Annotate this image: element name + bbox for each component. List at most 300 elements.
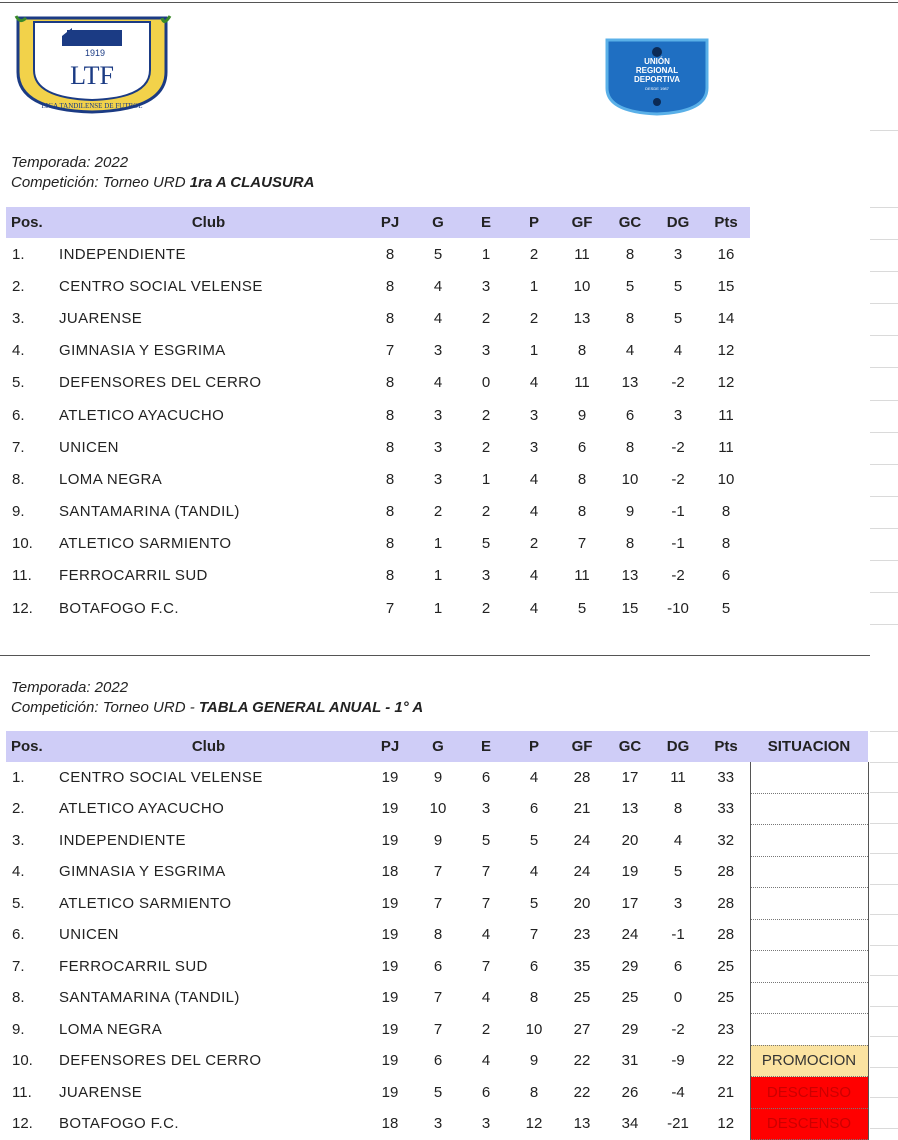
- cell-pts: 12: [717, 1115, 735, 1133]
- cell-pj: 19: [381, 1083, 399, 1101]
- cell-gf: 20: [573, 894, 591, 912]
- cell-e: 7: [481, 894, 491, 912]
- cell-gf: 25: [573, 989, 591, 1007]
- grid-line: [870, 335, 898, 336]
- cell-p: 2: [529, 309, 539, 327]
- cell-club: BOTAFOGO F.C.: [59, 599, 179, 617]
- cell-dg: -2: [671, 438, 685, 456]
- table1-season: Temporada: 2022: [11, 154, 129, 171]
- cell-g: 3: [433, 342, 443, 360]
- cell-g: 6: [433, 957, 443, 975]
- cell-gc: 24: [621, 926, 639, 944]
- cell-pos: 10.: [12, 535, 33, 553]
- cell-pj: 19: [381, 800, 399, 818]
- cell-pj: 19: [381, 1052, 399, 1070]
- cell-pts: 22: [717, 1052, 735, 1070]
- grid-line: [870, 207, 898, 208]
- cell-g: 4: [433, 309, 443, 327]
- cell-pj: 19: [381, 894, 399, 912]
- cell-dg: -2: [671, 374, 685, 392]
- table-row: [6, 825, 868, 857]
- cell-g: 2: [433, 503, 443, 521]
- standings-table-anual: [6, 731, 869, 1140]
- cell-p: 4: [529, 769, 539, 786]
- cell-e: 4: [481, 989, 491, 1007]
- cell-situacion: [750, 982, 868, 1014]
- cell-g: 5: [433, 1083, 443, 1101]
- grid-line: [870, 303, 898, 304]
- grid-line: [870, 464, 898, 465]
- cell-dg: -1: [671, 503, 685, 521]
- cell-e: 3: [481, 277, 491, 295]
- table-header-row: [6, 731, 868, 762]
- table-header-row: [6, 207, 750, 238]
- cell-situacion: [750, 951, 868, 983]
- table2-meta: [11, 678, 423, 718]
- cell-gc: 5: [625, 277, 635, 295]
- grid-line: [870, 528, 898, 529]
- cell-pts: 25: [717, 957, 735, 975]
- cell-pos: 5.: [12, 374, 25, 392]
- cell-gc: 26: [621, 1083, 639, 1101]
- cell-club: LOMA NEGRA: [59, 470, 163, 488]
- cell-gf: 35: [573, 957, 591, 975]
- cell-club: JUARENSE: [59, 1083, 143, 1101]
- table-row: [6, 1108, 868, 1140]
- cell-dg: 6: [673, 957, 683, 975]
- cell-pos: 3.: [12, 309, 25, 327]
- grid-line: [870, 496, 898, 497]
- column-header-club: Club: [51, 731, 366, 762]
- grid-line: [870, 624, 898, 625]
- cell-pts: 15: [717, 277, 735, 295]
- cell-club: DEFENSORES DEL CERRO: [59, 374, 262, 392]
- cell-club: SANTAMARINA (TANDIL): [59, 503, 240, 521]
- table2-competition-name: TABLA GENERAL ANUAL - 1° A: [198, 699, 424, 716]
- cell-club: FERROCARRIL SUD: [59, 567, 208, 585]
- cell-club: CENTRO SOCIAL VELENSE: [59, 277, 263, 295]
- cell-p: 4: [529, 503, 539, 521]
- cell-dg: -2: [671, 567, 685, 585]
- cell-pts: 16: [717, 245, 735, 263]
- cell-gf: 6: [577, 438, 587, 456]
- cell-pj: 8: [385, 374, 395, 392]
- table-row: [6, 1045, 868, 1077]
- cell-p: 7: [529, 926, 539, 944]
- cell-club: GIMNASIA Y ESGRIMA: [59, 863, 226, 881]
- cell-pts: 12: [717, 374, 735, 392]
- grid-line: [870, 271, 898, 272]
- cell-g: 7: [433, 894, 443, 912]
- cell-gc: 31: [621, 1052, 639, 1070]
- cell-pos: 1.: [12, 769, 25, 786]
- cell-e: 4: [481, 926, 491, 944]
- grid-line: [870, 1128, 898, 1129]
- table-row: [6, 888, 868, 920]
- cell-club: INDEPENDIENTE: [59, 831, 186, 849]
- cell-gc: 6: [625, 406, 635, 424]
- grid-line: [870, 975, 898, 976]
- grid-line: [870, 432, 898, 433]
- cell-pos: 3.: [12, 831, 25, 849]
- cell-pos: 7.: [12, 957, 25, 975]
- grid-line: [870, 592, 898, 593]
- cell-pj: 18: [381, 863, 399, 881]
- cell-pj: 8: [385, 406, 395, 424]
- cell-p: 4: [529, 567, 539, 585]
- column-header-club: Club: [51, 207, 366, 238]
- cell-p: 10: [525, 1020, 543, 1038]
- cell-club: LOMA NEGRA: [59, 1020, 163, 1038]
- cell-e: 5: [481, 535, 491, 553]
- cell-g: 6: [433, 1052, 443, 1070]
- table-row: [6, 463, 750, 495]
- cell-gf: 11: [574, 567, 590, 585]
- table-row: [6, 367, 750, 399]
- cell-gf: 21: [573, 800, 591, 818]
- cell-gf: 11: [574, 245, 590, 263]
- cell-pos: 11.: [12, 567, 32, 585]
- grid-line: [870, 914, 898, 915]
- cell-e: 3: [481, 1115, 491, 1133]
- table-body: [6, 762, 868, 1140]
- cell-dg: -1: [671, 535, 685, 553]
- cell-dg: 3: [673, 894, 683, 912]
- cell-club: UNICEN: [59, 438, 119, 456]
- cell-gf: 28: [573, 769, 591, 786]
- cell-club: DEFENSORES DEL CERRO: [59, 1052, 262, 1070]
- cell-e: 7: [481, 863, 491, 881]
- cell-club: ATLETICO SARMIENTO: [59, 894, 232, 912]
- grid-line: [870, 853, 898, 854]
- cell-situacion: [750, 888, 868, 920]
- cell-pts: 10: [717, 470, 735, 488]
- cell-pts: 21: [717, 1083, 735, 1101]
- cell-dg: 4: [673, 342, 683, 360]
- cell-pos: 6.: [12, 926, 25, 944]
- cell-pos: 12.: [12, 1115, 33, 1133]
- cell-p: 9: [529, 1052, 539, 1070]
- cell-p: 4: [529, 863, 539, 881]
- ltf-year: 1919: [84, 48, 106, 58]
- cell-situacion: [750, 762, 868, 793]
- column-header-p: P: [510, 731, 558, 762]
- column-header-gf: GF: [558, 731, 606, 762]
- cell-pts: 28: [717, 894, 735, 912]
- cell-gc: 17: [621, 769, 639, 786]
- cell-pos: 2.: [12, 800, 25, 818]
- cell-e: 5: [481, 831, 491, 849]
- cell-dg: -1: [671, 926, 685, 944]
- column-header-pj: PJ: [366, 207, 414, 238]
- cell-p: 4: [529, 374, 539, 392]
- table-row: [6, 238, 750, 270]
- cell-situacion: [750, 919, 868, 951]
- table-row: [6, 919, 868, 951]
- cell-e: 7: [481, 957, 491, 975]
- cell-pos: 4.: [12, 863, 25, 881]
- cell-e: 2: [481, 503, 491, 521]
- cell-p: 4: [529, 470, 539, 488]
- cell-pj: 8: [385, 309, 395, 327]
- cell-g: 4: [433, 374, 443, 392]
- cell-gf: 13: [573, 1115, 591, 1133]
- cell-gc: 8: [625, 535, 635, 553]
- column-header-g: G: [414, 731, 462, 762]
- column-header-gf: GF: [558, 207, 606, 238]
- cell-gf: 5: [577, 599, 587, 617]
- cell-gc: 15: [621, 599, 639, 617]
- table1-competition: Competición: Torneo URD 1ra A CLAUSURA: [11, 174, 315, 191]
- cell-gf: 8: [577, 342, 587, 360]
- cell-dg: -2: [671, 1020, 685, 1038]
- urd-line3: DEPORTIVA: [633, 75, 681, 84]
- cell-pts: 11: [718, 438, 734, 456]
- cell-dg: -2: [671, 470, 685, 488]
- cell-p: 5: [529, 894, 539, 912]
- cell-pts: 32: [717, 831, 735, 849]
- ltf-logo: [12, 14, 172, 114]
- cell-g: 3: [433, 1115, 443, 1133]
- cell-p: 4: [529, 599, 539, 617]
- cell-pj: 8: [385, 277, 395, 295]
- cell-gc: 8: [625, 245, 635, 263]
- cell-club: CENTRO SOCIAL VELENSE: [59, 769, 263, 786]
- cell-g: 7: [433, 1020, 443, 1038]
- cell-e: 6: [481, 1083, 491, 1101]
- cell-pos: 5.: [12, 894, 25, 912]
- cell-pos: 12.: [12, 599, 33, 617]
- cell-club: JUARENSE: [59, 309, 143, 327]
- cell-pj: 8: [385, 470, 395, 488]
- table1-competition-name: 1ra A CLAUSURA: [189, 174, 315, 191]
- cell-g: 4: [433, 277, 443, 295]
- grid-line: [870, 945, 898, 946]
- table1-meta: [11, 153, 314, 193]
- cell-gf: 24: [573, 831, 591, 849]
- cell-p: 1: [529, 277, 539, 295]
- cell-pj: 19: [381, 769, 399, 786]
- cell-club: SANTAMARINA (TANDIL): [59, 989, 240, 1007]
- cell-situacion: [750, 793, 868, 825]
- cell-dg: -21: [667, 1115, 689, 1133]
- column-header-gc: GC: [606, 731, 654, 762]
- cell-dg: 11: [670, 769, 686, 786]
- cell-pj: 19: [381, 989, 399, 1007]
- grid-line: [870, 239, 898, 240]
- table-row: [6, 528, 750, 560]
- urd-line4: DESDE 1987: [645, 86, 669, 91]
- cell-gc: 20: [621, 831, 639, 849]
- cell-p: 8: [529, 1083, 539, 1101]
- cell-gc: 25: [621, 989, 639, 1007]
- cell-pos: 9.: [12, 1020, 25, 1038]
- cell-p: 6: [529, 800, 539, 818]
- column-header-pj: PJ: [366, 731, 414, 762]
- grid-line: [870, 823, 898, 824]
- cell-pj: 19: [381, 831, 399, 849]
- cell-gc: 8: [625, 438, 635, 456]
- cell-gc: 4: [625, 342, 635, 360]
- cell-pts: 25: [717, 989, 735, 1007]
- cell-gc: 19: [621, 863, 639, 881]
- cell-g: 3: [433, 438, 443, 456]
- column-header-pts: Pts: [702, 207, 750, 238]
- cell-gc: 13: [621, 800, 639, 818]
- grid-line: [870, 731, 898, 732]
- cell-dg: -4: [671, 1083, 685, 1101]
- cell-g: 1: [433, 535, 443, 553]
- table2-season: Temporada: 2022: [11, 679, 129, 696]
- urd-logo: [605, 38, 709, 116]
- cell-g: 9: [433, 831, 443, 849]
- ltf-ring-text: LIGA TANDILENSE DE FUTBOL: [41, 102, 143, 110]
- cell-dg: 0: [673, 989, 683, 1007]
- cell-g: 10: [429, 800, 447, 818]
- cell-pj: 8: [385, 245, 395, 263]
- cell-situacion: DESCENSO: [750, 1108, 868, 1140]
- cell-pj: 18: [381, 1115, 399, 1133]
- cell-pj: 19: [381, 926, 399, 944]
- cell-dg: 3: [673, 406, 683, 424]
- cell-p: 3: [529, 406, 539, 424]
- cell-pts: 12: [717, 342, 735, 360]
- cell-e: 4: [481, 1052, 491, 1070]
- cell-pos: 8.: [12, 989, 25, 1007]
- table-row: [6, 1014, 868, 1046]
- cell-e: 2: [481, 599, 491, 617]
- grid-line: [870, 400, 898, 401]
- cell-pts: 11: [718, 406, 734, 424]
- urd-line1: UNIÓN: [644, 57, 670, 66]
- cell-gc: 10: [621, 470, 639, 488]
- grid-line: [870, 1097, 898, 1098]
- table-row: [6, 270, 750, 302]
- grid-line: [870, 1067, 898, 1068]
- grid-line: [870, 792, 898, 793]
- table-row: [6, 793, 868, 825]
- cell-dg: 5: [673, 863, 683, 881]
- column-header-g: G: [414, 207, 462, 238]
- cell-club: ATLETICO SARMIENTO: [59, 535, 232, 553]
- cell-pj: 8: [385, 535, 395, 553]
- cell-club: GIMNASIA Y ESGRIMA: [59, 342, 226, 360]
- ltf-initials: LTF: [70, 61, 114, 90]
- cell-pos: 11.: [12, 1083, 32, 1101]
- column-header-e: E: [462, 207, 510, 238]
- grid-line: [870, 1006, 898, 1007]
- grid-line: [870, 130, 898, 131]
- cell-situacion: [750, 825, 868, 857]
- cell-e: 1: [481, 245, 491, 263]
- cell-club: ATLETICO AYACUCHO: [59, 406, 225, 424]
- cell-club: UNICEN: [59, 926, 119, 944]
- grid-line: [870, 884, 898, 885]
- cell-pts: 14: [717, 309, 735, 327]
- cell-dg: 3: [673, 245, 683, 263]
- cell-situacion: [750, 1014, 868, 1046]
- top-divider: [0, 2, 898, 3]
- cell-gf: 9: [577, 406, 587, 424]
- cell-pj: 8: [385, 567, 395, 585]
- cell-e: 0: [481, 374, 491, 392]
- cell-e: 2: [481, 1020, 491, 1038]
- cell-dg: 5: [673, 277, 683, 295]
- cell-g: 9: [433, 769, 443, 786]
- cell-p: 6: [529, 957, 539, 975]
- table-body: [6, 238, 750, 624]
- cell-dg: 8: [673, 800, 683, 818]
- cell-gf: 27: [573, 1020, 591, 1038]
- cell-g: 7: [433, 863, 443, 881]
- cell-pos: 9.: [12, 503, 25, 521]
- cell-pts: 23: [717, 1020, 735, 1038]
- cell-pos: 4.: [12, 342, 25, 360]
- column-header-p: P: [510, 207, 558, 238]
- cell-pj: 7: [385, 342, 395, 360]
- cell-pts: 28: [717, 863, 735, 881]
- cell-gf: 11: [574, 374, 590, 392]
- cell-gf: 8: [577, 503, 587, 521]
- cell-pj: 7: [385, 599, 395, 617]
- cell-situacion: DESCENSO: [750, 1077, 868, 1109]
- cell-gc: 13: [621, 567, 639, 585]
- cell-e: 3: [481, 342, 491, 360]
- cell-pts: 5: [721, 599, 731, 617]
- cell-p: 3: [529, 438, 539, 456]
- cell-dg: -9: [671, 1052, 685, 1070]
- table-row: [6, 302, 750, 334]
- table-row: [6, 335, 750, 367]
- column-header-pos: Pos.: [6, 207, 51, 238]
- cell-g: 1: [433, 599, 443, 617]
- cell-pj: 19: [381, 1020, 399, 1038]
- table-row: [6, 762, 868, 793]
- cell-pts: 8: [721, 503, 731, 521]
- table-row: [6, 1077, 868, 1109]
- cell-gf: 10: [573, 277, 591, 295]
- cell-e: 1: [481, 470, 491, 488]
- cell-pos: 7.: [12, 438, 25, 456]
- cell-dg: 5: [673, 309, 683, 327]
- column-header-pts: Pts: [702, 731, 750, 762]
- cell-p: 12: [525, 1115, 543, 1133]
- cell-pos: 6.: [12, 406, 25, 424]
- table-row: [6, 399, 750, 431]
- cell-gc: 29: [621, 957, 639, 975]
- table-row: [6, 856, 868, 888]
- cell-e: 3: [481, 567, 491, 585]
- cell-pts: 6: [721, 567, 731, 585]
- table2-competition: Competición: Torneo URD - TABLA GENERAL ANUAL - 1° A: [11, 699, 424, 716]
- cell-club: BOTAFOGO F.C.: [59, 1115, 179, 1133]
- grid-line: [870, 1036, 898, 1037]
- cell-pts: 33: [717, 769, 735, 786]
- cell-g: 3: [433, 470, 443, 488]
- cell-gc: 29: [621, 1020, 639, 1038]
- cell-dg: -10: [667, 599, 689, 617]
- cell-gf: 8: [577, 470, 587, 488]
- cell-g: 8: [433, 926, 443, 944]
- cell-gc: 34: [621, 1115, 639, 1133]
- cell-e: 2: [481, 309, 491, 327]
- cell-pos: 2.: [12, 277, 25, 295]
- cell-club: ATLETICO AYACUCHO: [59, 800, 225, 818]
- cell-pos: 10.: [12, 1052, 33, 1070]
- column-header-situacion: SITUACION: [750, 731, 868, 762]
- standings-table-clausura: [6, 207, 750, 624]
- table-row: [6, 951, 868, 983]
